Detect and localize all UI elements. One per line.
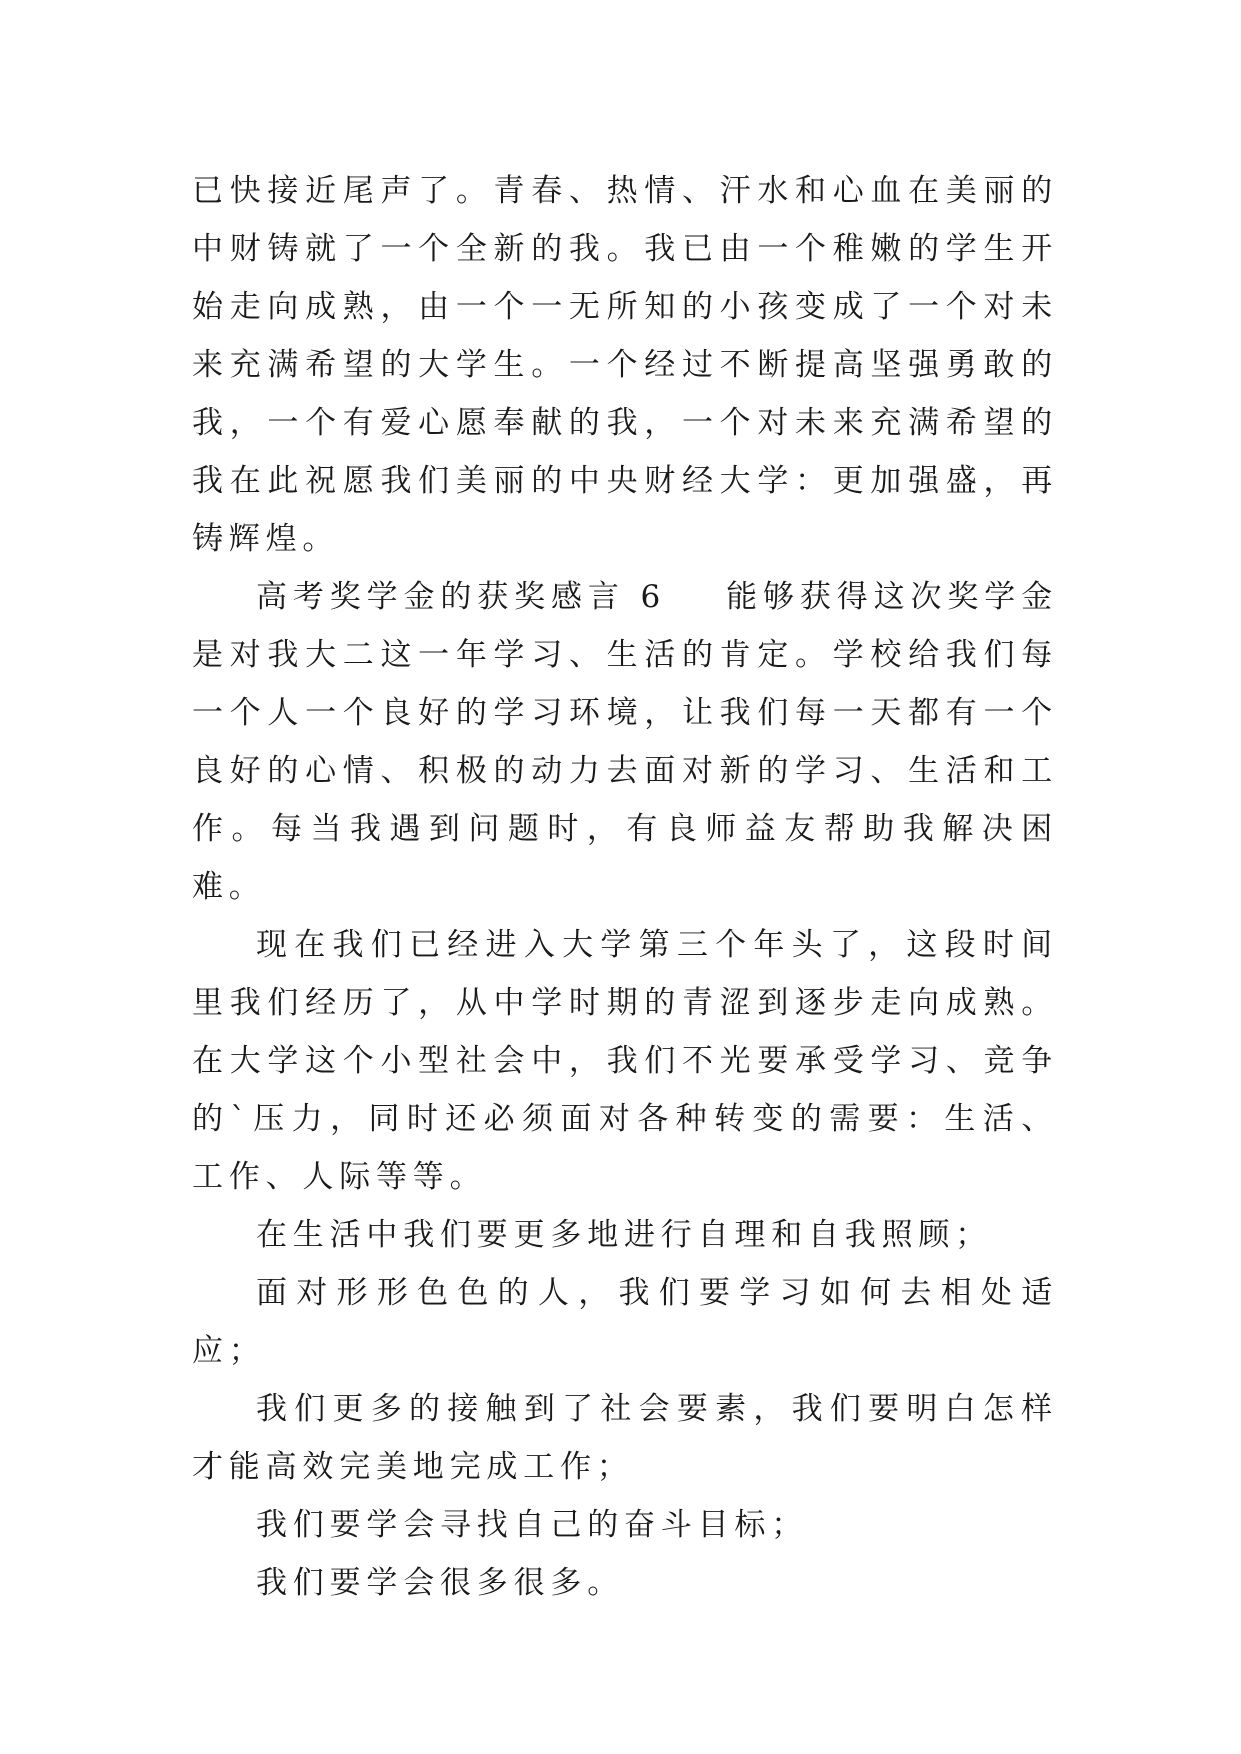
paragraph-7-text: 我们要学会寻找自己的奋斗目标； [256, 1507, 808, 1543]
paragraph-3-text: 现在我们已经进入大学第三个年头了，这段时间里我们经历了，从中学时期的青涩到逐步走向成熟。在大学这个小型社会中，我们不光要承受学习、竞争的`压力，同时还必须面对各种转变的需要：生活、工作、人际等等。 [192, 927, 1058, 1195]
section-heading: 高考奖学金的获奖感言 6 [256, 579, 667, 615]
paragraph-4 [192, 1206, 1058, 1264]
paragraph-1 [192, 162, 1058, 568]
paragraph-2 [192, 568, 1058, 916]
paragraph-4-text: 在生活中我们要更多地进行自理和自我照顾； [256, 1217, 992, 1253]
paragraph-3 [192, 916, 1058, 1206]
paragraph-1-text: 已快接近尾声了。青春、热情、汗水和心血在美丽的中财铸就了一个全新的我。我已由一个稚嫩的学生开始走向成熟，由一个一无所知的小孩变成了一个对未来充满希望的大学生。一个经过不断提高坚强勇敢的我，一个有爱心愿奉献的我，一个对未来充满希望的我在此祝愿我们美丽的中央财经大学：更加强盛，再铸辉煌。 [192, 173, 1058, 557]
paragraph-6 [192, 1380, 1058, 1496]
document-body [192, 162, 1058, 1612]
paragraph-5-text: 面对形形色色的人，我们要学习如何去相处适应； [192, 1275, 1058, 1369]
paragraph-5 [192, 1264, 1058, 1380]
paragraph-6-text: 我们更多的接触到了社会要素，我们要明白怎样才能高效完美地完成工作； [192, 1391, 1058, 1485]
paragraph-8 [192, 1554, 1058, 1612]
paragraph-8-text: 我们要学会很多很多。 [256, 1565, 624, 1601]
paragraph-7 [192, 1496, 1058, 1554]
paragraph-2-text: 能够获得这次奖学金是对我大二这一年学习、生活的肯定。学校给我们每一个人一个良好的学习环境，让我们每一天都有一个良好的心情、积极的动力去面对新的学习、生活和工作。每当我遇到问题时，有良师益友帮助我解决困难。 [192, 579, 1058, 905]
